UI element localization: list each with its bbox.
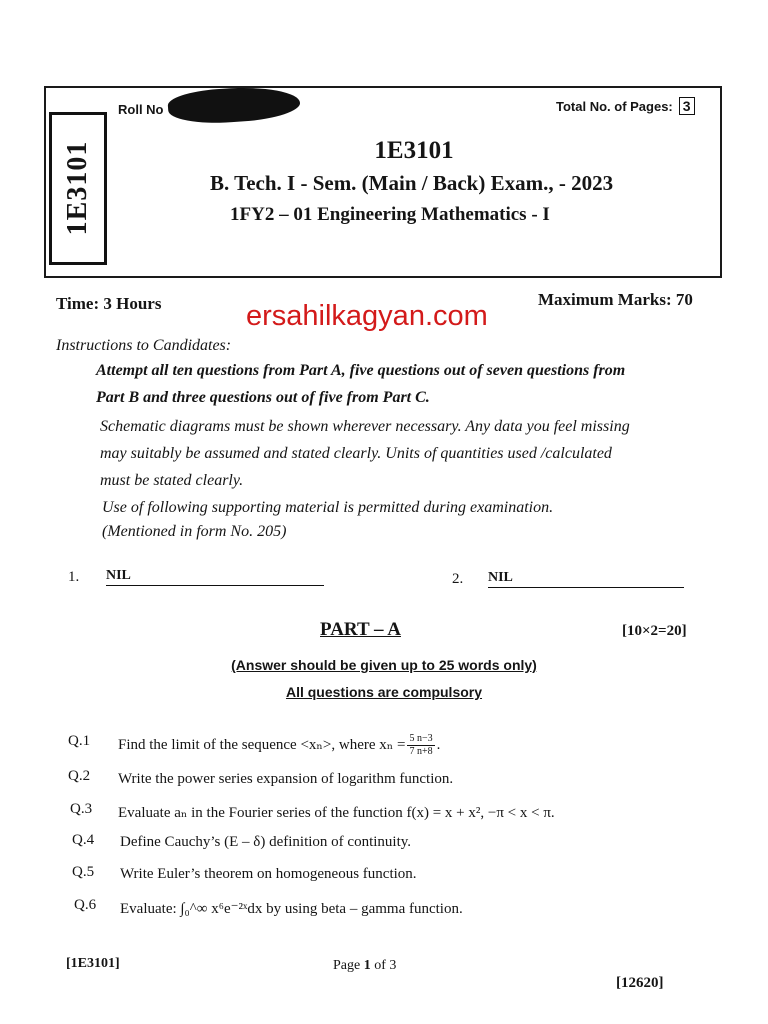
question-text: Define Cauchy’s (E – δ) definition of continuity. (120, 834, 412, 850)
instruction-line: (Mentioned in form No. 205) (102, 523, 287, 540)
instruction-line: Schematic diagrams must be shown wherever necessary. Any data you feel missing (100, 418, 630, 435)
instruction-line: may suitably be assumed and stated clearly. Units of quantities used /calculated (100, 445, 612, 462)
page-number (333, 958, 396, 974)
part-a-title: PART – A (320, 619, 401, 640)
paper-code: 1E3101 (374, 137, 454, 164)
question-text (118, 733, 440, 758)
part-a-marks: [10×2=20] (622, 623, 687, 639)
vertical-paper-code: 1E3101 (62, 140, 93, 236)
question-number: Q.1 (68, 733, 91, 749)
part-a-compulsory (0, 684, 768, 700)
material-value: NIL (106, 568, 324, 586)
instruction-line: must be stated clearly. (100, 472, 244, 489)
fraction (407, 733, 434, 758)
material-value: NIL (488, 570, 684, 588)
total-pages (556, 97, 695, 115)
fraction-numerator: 5 n−3 (409, 733, 433, 744)
question-number: Q.5 (72, 864, 95, 880)
question-number: Q.3 (70, 801, 93, 817)
question-text: Evaluate aₙ in the Fourier series of the function f(x) = x + x², −π < x < π. (118, 805, 555, 821)
question-number: Q.4 (72, 832, 95, 848)
page-prefix: Page (333, 958, 364, 973)
page-current: 1 (363, 958, 371, 973)
question-number: Q.6 (74, 897, 97, 913)
instruction-line: Part B and three questions out of five from Part C. (96, 389, 430, 406)
maximum-marks: Maximum Marks: 70 (538, 290, 693, 309)
exam-title: B. Tech. I - Sem. (Main / Back) Exam., - 2023 (210, 171, 614, 195)
subject-title: 1FY2 – 01 Engineering Mathematics - I (230, 204, 550, 225)
instruction-line: Attempt all ten questions from Part A, five questions out of seven questions from (96, 362, 626, 379)
question-text: Evaluate: ∫₀^∞ x⁶e⁻²ˣdx by using beta – gamma function. (120, 901, 463, 917)
question-text-part: Find the limit of the sequence <xₙ>, where xₙ = (118, 736, 406, 753)
footer-id: [12620] (616, 975, 664, 991)
part-a-note (0, 657, 768, 673)
watermark: ersahilkagyan.com (246, 300, 488, 332)
material-number: 1. (68, 569, 80, 585)
question-text: Write Euler’s theorem on homogeneous function. (120, 866, 417, 882)
total-pages-value: 3 (679, 97, 695, 115)
question-text: Write the power series expansion of logarithm function. (118, 771, 454, 787)
part-a-note-text: (Answer should be given up to 25 words only) (231, 657, 537, 673)
question-number: Q.2 (68, 768, 91, 784)
instructions-heading: Instructions to Candidates: (56, 337, 232, 354)
page-suffix: of 3 (370, 958, 397, 973)
instruction-line: Use of following supporting material is permitted during examination. (102, 499, 554, 516)
total-pages-label: Total No. of Pages: (556, 99, 673, 114)
footer-paper-code: [1E3101] (66, 956, 120, 971)
material-number: 2. (452, 571, 464, 587)
roll-number-label: Roll No (118, 102, 164, 117)
question-text-end: . (436, 736, 441, 753)
part-a-compulsory-text: All questions are compulsory (285, 684, 483, 700)
fraction-denominator: 7 n+8 (409, 746, 433, 757)
exam-time: Time: 3 Hours (56, 294, 162, 313)
